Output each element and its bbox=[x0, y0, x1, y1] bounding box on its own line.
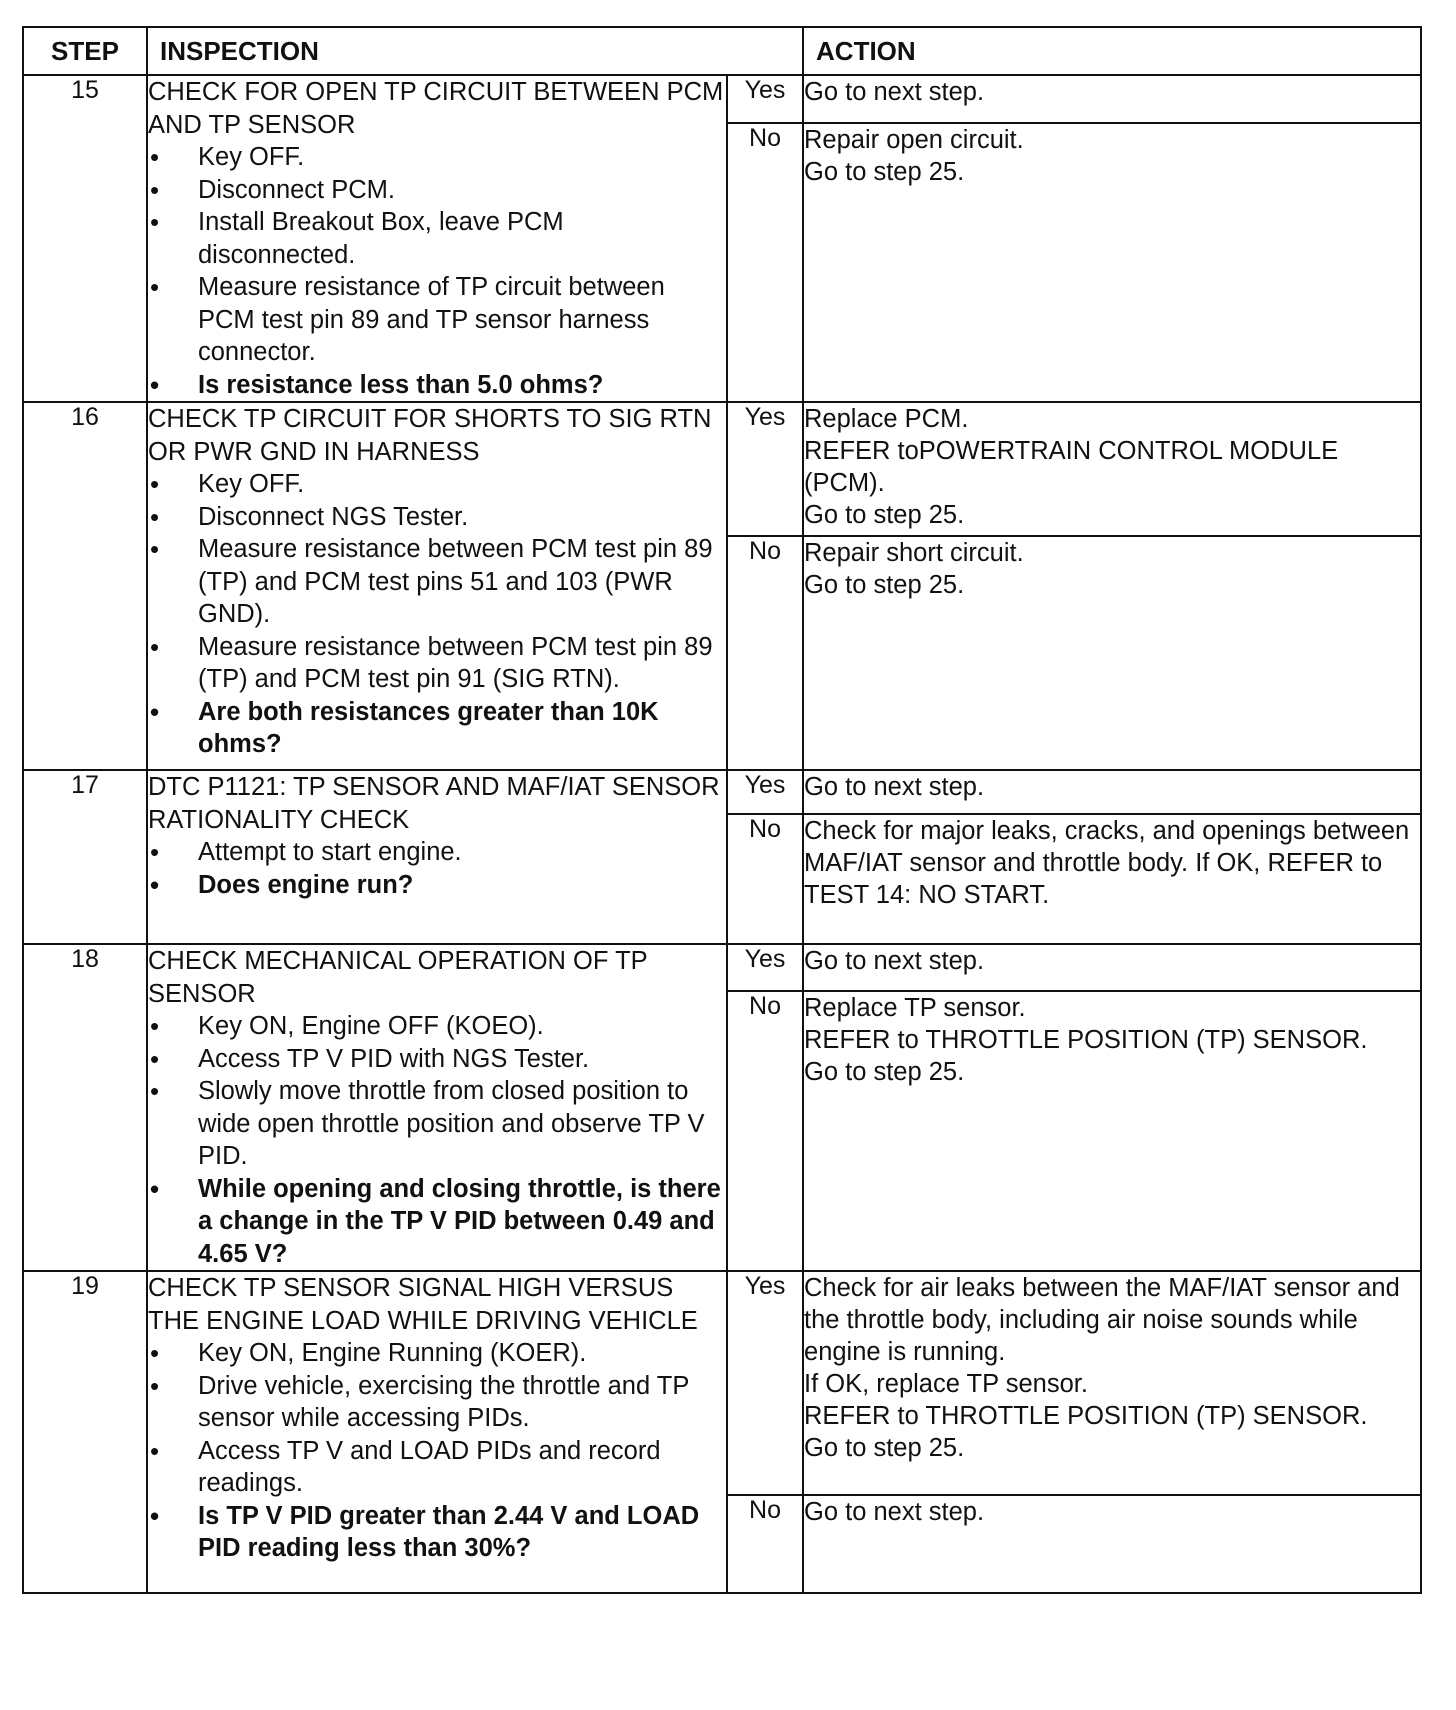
action-line: Repair short circuit. bbox=[804, 539, 1024, 567]
inspection-list bbox=[148, 1010, 726, 1270]
response-no: No bbox=[727, 814, 803, 944]
step-number: 19 bbox=[23, 1271, 147, 1593]
inspection-question: • Is TP V PID greater than 2.44 V and LOAD PID reading less than 30%? bbox=[148, 1500, 726, 1565]
action-line: Go to next step. bbox=[804, 78, 985, 106]
action-line: Go to step 25. bbox=[804, 571, 965, 599]
action-no bbox=[803, 991, 1421, 1271]
step-number: 18 bbox=[23, 944, 147, 1271]
action-line: REFER to THROTTLE POSITION (TP) SENSOR. bbox=[804, 1402, 1368, 1430]
action-line: If OK, replace TP sensor. bbox=[804, 1370, 1088, 1398]
step-number: 16 bbox=[23, 402, 147, 770]
inspection-item: • Key OFF. bbox=[148, 468, 726, 501]
inspection-title: CHECK FOR OPEN TP CIRCUIT BETWEEN PCM AND TP SENSOR bbox=[148, 78, 724, 139]
inspection-item: • Disconnect PCM. bbox=[148, 174, 726, 207]
inspection-cell bbox=[147, 770, 727, 944]
inspection-item: • Key ON, Engine OFF (KOEO). bbox=[148, 1010, 726, 1043]
action-line: Go to step 25. bbox=[804, 158, 965, 187]
inspection-question: • Are both resistances greater than 10K ohms? bbox=[148, 696, 726, 761]
inspection-list bbox=[148, 468, 726, 761]
action-no bbox=[803, 814, 1421, 944]
response-no: No bbox=[727, 123, 803, 402]
step-block bbox=[23, 770, 1421, 944]
action-yes bbox=[803, 770, 1421, 814]
action-line: Go to next step. bbox=[804, 1498, 985, 1526]
inspection-item: • Disconnect NGS Tester. bbox=[148, 501, 726, 534]
action-yes bbox=[803, 944, 1421, 991]
action-yes bbox=[803, 402, 1421, 536]
action-yes bbox=[803, 75, 1421, 123]
inspection-item: • Key ON, Engine Running (KOER). bbox=[148, 1337, 726, 1370]
inspection-title: CHECK TP SENSOR SIGNAL HIGH VERSUS THE ENGINE LOAD WHILE DRIVING VEHICLE bbox=[148, 1274, 698, 1335]
inspection-item: • Drive vehicle, exercising the throttle and TP sensor while accessing PIDs. bbox=[148, 1370, 726, 1435]
step-block bbox=[23, 1271, 1421, 1593]
inspection-title: DTC P1121: TP SENSOR AND MAF/IAT SENSOR RATIONALITY CHECK bbox=[148, 773, 720, 834]
inspection-cell bbox=[147, 944, 727, 1271]
action-line: Repair open circuit. bbox=[804, 126, 1024, 155]
inspection-list bbox=[148, 141, 726, 401]
inspection-item: • Access TP V and LOAD PIDs and record readings. bbox=[148, 1435, 726, 1500]
action-yes bbox=[803, 1271, 1421, 1495]
inspection-item: • Attempt to start engine. bbox=[148, 836, 726, 869]
step-number: 15 bbox=[23, 75, 147, 402]
action-line: Go to step 25. bbox=[804, 501, 965, 529]
action-no bbox=[803, 1495, 1421, 1593]
inspection-item: • Measure resistance between PCM test pin 89 (TP) and PCM test pin 91 (SIG RTN). bbox=[148, 631, 726, 696]
inspection-cell bbox=[147, 1271, 727, 1593]
step-number: 17 bbox=[23, 770, 147, 944]
response-no: No bbox=[727, 536, 803, 770]
action-line: Go to next step. bbox=[804, 947, 985, 975]
inspection-title: CHECK MECHANICAL OPERATION OF TP SENSOR bbox=[148, 947, 648, 1008]
inspection-cell bbox=[147, 402, 727, 770]
action-line: Go to next step. bbox=[804, 773, 985, 801]
header-row bbox=[23, 27, 1421, 75]
step-block bbox=[23, 402, 1421, 770]
step-block bbox=[23, 944, 1421, 1271]
action-line: REFER to THROTTLE POSITION (TP) SENSOR. bbox=[804, 1026, 1368, 1055]
inspection-cell bbox=[147, 75, 727, 402]
inspection-question: • Does engine run? bbox=[148, 869, 726, 902]
action-line: Check for air leaks between the MAF/IAT sensor and the throttle body, including air noise sounds while engine is running. bbox=[804, 1274, 1400, 1366]
inspection-item: • Measure resistance between PCM test pin 89 (TP) and PCM test pins 51 and 103 (PWR GND). bbox=[148, 533, 726, 631]
step-block bbox=[23, 75, 1421, 402]
inspection-item: • Access TP V PID with NGS Tester. bbox=[148, 1043, 726, 1076]
response-yes: Yes bbox=[727, 402, 803, 536]
inspection-list bbox=[148, 836, 726, 901]
action-line: Go to step 25. bbox=[804, 1058, 965, 1087]
inspection-title: CHECK TP CIRCUIT FOR SHORTS TO SIG RTN OR PWR GND IN HARNESS bbox=[148, 405, 712, 466]
header-step: STEP bbox=[23, 27, 147, 75]
inspection-item: • Install Breakout Box, leave PCM disconnected. bbox=[148, 206, 726, 271]
response-yes: Yes bbox=[727, 944, 803, 991]
action-line: Replace TP sensor. bbox=[804, 994, 1026, 1023]
action-line: Check for major leaks, cracks, and openings between MAF/IAT sensor and throttle body. If OK, REFER to TEST 14: NO START. bbox=[804, 817, 1410, 909]
response-yes: Yes bbox=[727, 770, 803, 814]
inspection-item: • Measure resistance of TP circuit between PCM test pin 89 and TP sensor harness connector. bbox=[148, 271, 726, 369]
diagnostic-table bbox=[22, 26, 1422, 1594]
response-no: No bbox=[727, 1495, 803, 1593]
inspection-item: • Key OFF. bbox=[148, 141, 726, 174]
inspection-question: • While opening and closing throttle, is there a change in the TP V PID between 0.49 and 4.65 V? bbox=[148, 1173, 726, 1271]
action-line: Replace PCM. bbox=[804, 405, 969, 433]
action-line: Go to step 25. bbox=[804, 1434, 965, 1462]
inspection-list bbox=[148, 1337, 726, 1565]
action-line: REFER toPOWERTRAIN CONTROL MODULE (PCM). bbox=[804, 437, 1339, 497]
action-no bbox=[803, 123, 1421, 402]
inspection-question: • Is resistance less than 5.0 ohms? bbox=[148, 369, 726, 402]
action-no bbox=[803, 536, 1421, 770]
response-yes: Yes bbox=[727, 1271, 803, 1495]
header-action: ACTION bbox=[803, 27, 1421, 75]
inspection-item: • Slowly move throttle from closed position to wide open throttle position and observe TP V PID. bbox=[148, 1075, 726, 1173]
response-no: No bbox=[727, 991, 803, 1271]
response-yes: Yes bbox=[727, 75, 803, 123]
header-inspection: INSPECTION bbox=[147, 27, 803, 75]
